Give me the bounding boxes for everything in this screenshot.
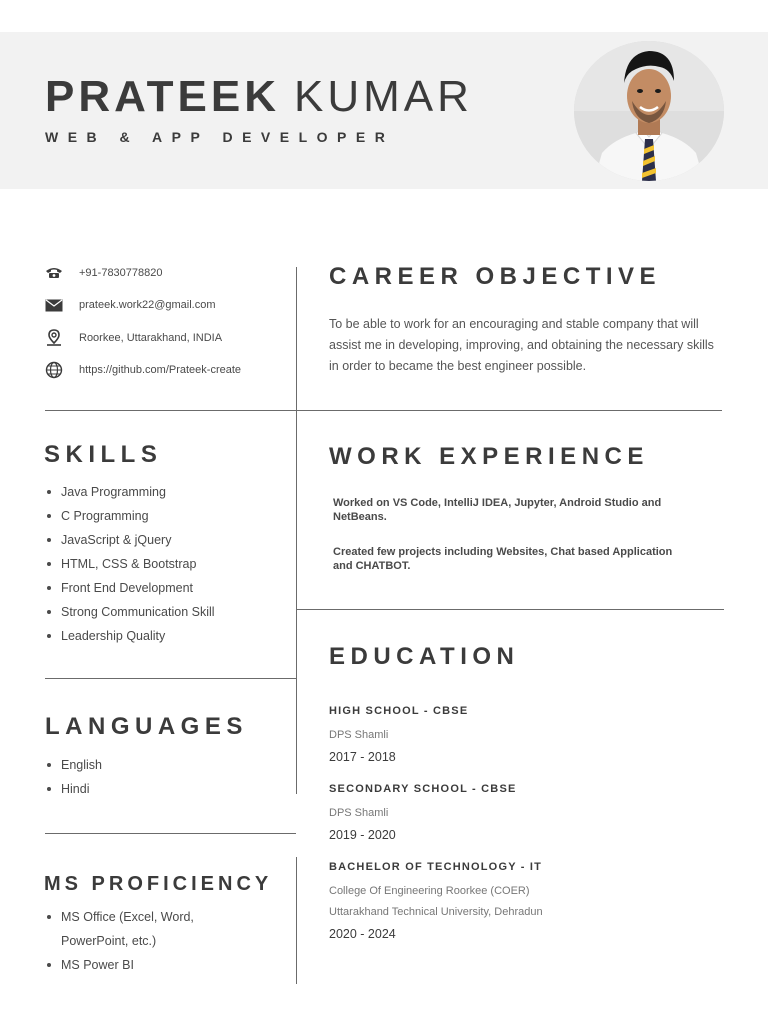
education-entry-title: HIGH SCHOOL - CBSE [329,705,469,717]
rule-languages [45,833,296,834]
education-entry-university: Uttarakhand Technical University, Dehradun [329,906,543,918]
languages-heading: LANGUAGES [45,713,248,740]
globe-icon [44,361,64,379]
work-item: Created few projects including Websites, Chat based Application and CHATBOT. [333,546,673,572]
work-experience-heading: WORK EXPERIENCE [329,443,649,470]
education-entry-years: 2019 - 2020 [329,828,396,842]
contact-phone [44,264,284,282]
list-item: HTML, CSS & Bootstrap [44,552,215,576]
ms-proficiency-heading: MS PROFICIENCY [44,873,273,895]
list-item-continuation: PowerPoint, etc.) [61,934,157,948]
location-text: Roorkee, Uttarakhand, INDIA [79,332,223,344]
skills-heading: SKILLS [44,441,163,468]
phone-icon [44,264,64,282]
ms-proficiency-list [44,905,194,977]
education-entry-years: 2020 - 2024 [329,927,396,941]
education-entry-school: DPS Shamli [329,729,389,741]
list-item: Leadership Quality [44,624,215,648]
work-item: Worked on VS Code, IntelliJ IDEA, Jupyter, Android Studio and NetBeans. [333,497,662,523]
list-item: C Programming [44,504,215,528]
list-item: Strong Communication Skill [44,600,215,624]
first-name: PRATEEK [45,72,280,121]
skills-list [44,480,215,648]
phone-number[interactable]: +91-7830778820 [79,267,163,279]
list-item: Front End Development [44,576,215,600]
envelope-icon [44,296,64,314]
rule-skills [45,678,296,679]
education-entry-years: 2017 - 2018 [329,750,396,764]
education-entry-school: College Of Engineering Roorkee (COER) [329,885,530,897]
last-name: KUMAR [293,72,473,121]
website-link[interactable]: https://github.com/Prateek-create [79,364,242,376]
career-objective-text: To be able to work for an encouraging and stable company that will assist me in developing, improving, and obtaining the necessary skills in order to became the best engineer possible. [329,317,714,373]
column-divider-top [296,267,297,794]
contact-location [44,329,284,347]
list-item: MS Office (Excel, Word, [44,905,194,929]
location-pin-icon [44,329,64,347]
list-item: JavaScript & jQuery [44,528,215,552]
contact-website [44,361,284,379]
full-name [45,72,473,122]
job-title: WEB & APP DEVELOPER [45,129,395,145]
education-entry-title: SECONDARY SCHOOL - CBSE [329,783,517,795]
list-item: English [44,753,102,777]
list-item: Hindi [44,777,102,801]
column-divider-bottom [296,857,297,984]
list-item: MS Power BI [44,953,194,977]
contact-email [44,296,284,314]
rule-contact [45,410,722,411]
email-address[interactable]: prateek.work22@gmail.com [79,299,216,311]
list-item: Java Programming [44,480,215,504]
career-objective-heading: CAREER OBJECTIVE [329,263,662,290]
rule-work [297,609,724,610]
profile-photo [574,41,724,181]
languages-list [44,753,102,801]
education-entry-school: DPS Shamli [329,807,389,819]
education-heading: EDUCATION [329,643,520,670]
education-entry-title: BACHELOR OF TECHNOLOGY - IT [329,861,543,873]
